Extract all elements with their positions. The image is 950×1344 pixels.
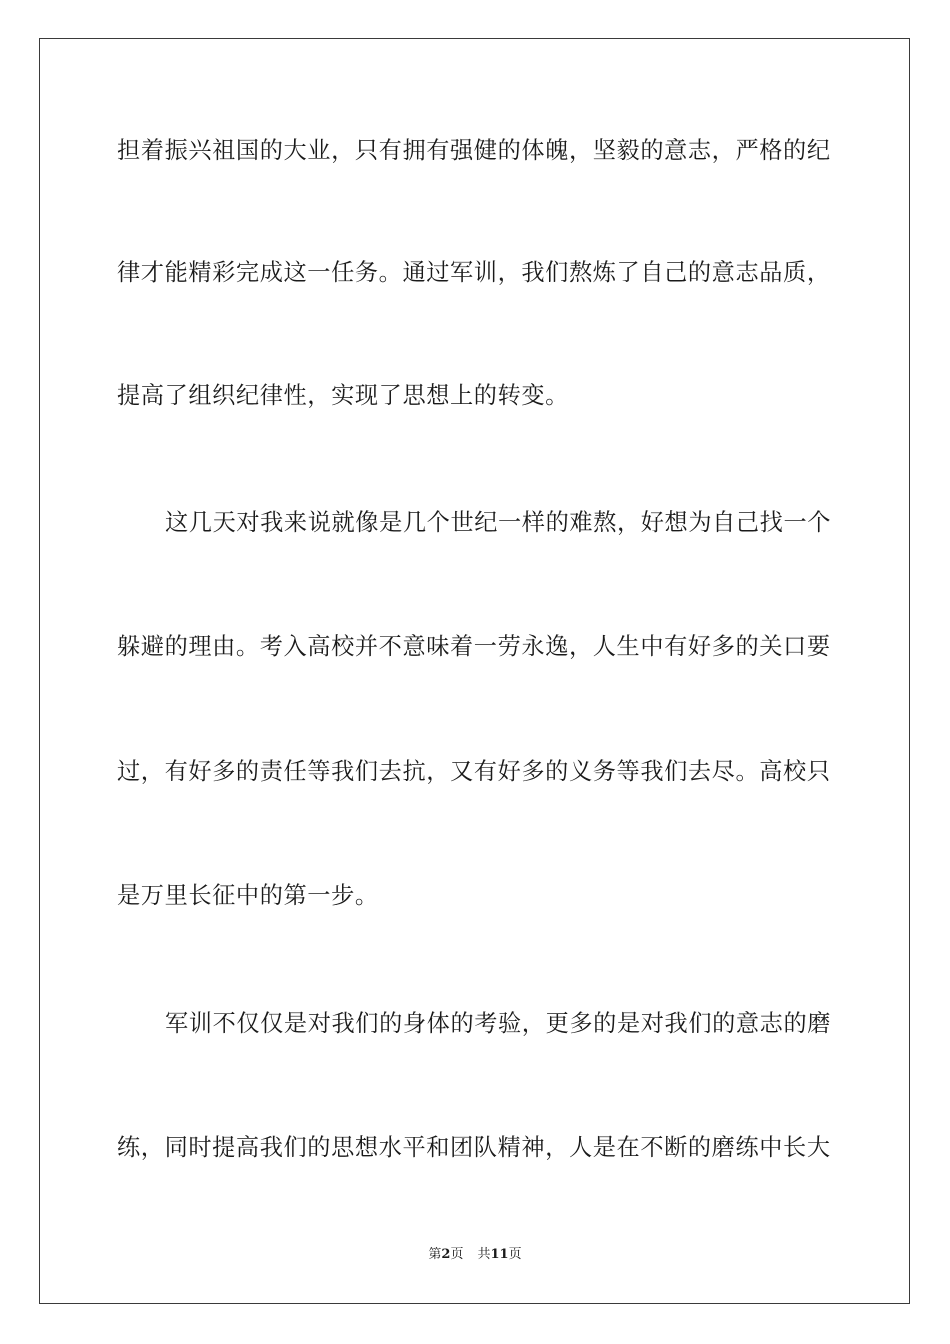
paragraph-start-line: 军训不仅仅是对我们的身体的考验，更多的是对我们的意志的磨 (165, 1010, 832, 1037)
text-line: 躲避的理由。考入高校并不意味着一劳永逸，人生中有好多的关口要 (117, 633, 831, 660)
text-line: 担着振兴祖国的大业，只有拥有强健的体魄，坚毅的意志，严格的纪 (117, 137, 831, 164)
text-line: 律才能精彩完成这一任务。通过军训，我们熬炼了自己的意志品质， (117, 259, 831, 286)
page-prefix: 第 (428, 1247, 442, 1262)
text-line: 是万里长征中的第一步。 (117, 882, 379, 909)
total-suffix: 页 (508, 1247, 522, 1262)
page-suffix: 页 (450, 1247, 464, 1262)
page-border (39, 38, 910, 1304)
text-line: 提高了组织纪律性，实现了思想上的转变。 (117, 382, 569, 409)
paragraph-start-line: 这几天对我来说就像是几个世纪一样的难熬，好想为自己找一个 (165, 509, 832, 536)
total-pages: 11 (490, 1247, 509, 1262)
text-line: 练，同时提高我们的思想水平和团队精神，人是在不断的磨练中长大 (117, 1134, 831, 1161)
text-line: 过，有好多的责任等我们去抗，又有好多的义务等我们去尽。高校只 (117, 758, 831, 785)
total-prefix: 共 (477, 1247, 491, 1262)
page-footer (0, 1246, 950, 1264)
page-number: 2 (441, 1247, 451, 1262)
